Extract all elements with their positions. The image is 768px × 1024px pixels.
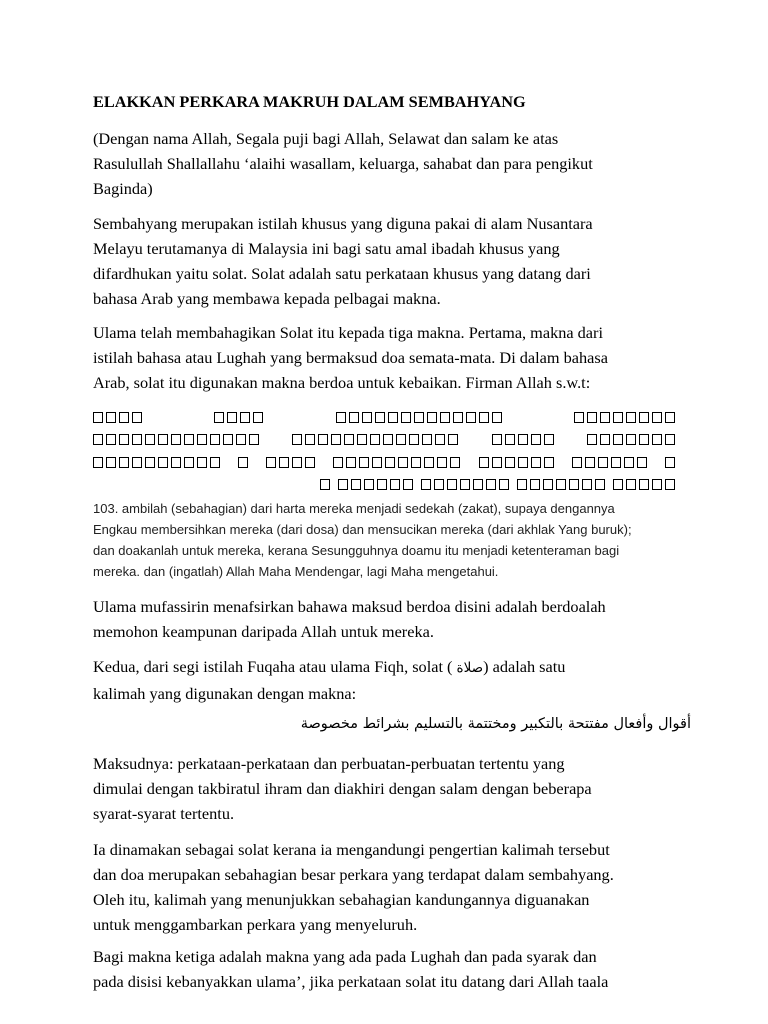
missing-glyph-box (587, 434, 597, 445)
verse-line (93, 406, 675, 429)
missing-glyph-box (652, 412, 662, 423)
missing-glyph-box (158, 434, 168, 445)
missing-glyph-box (401, 412, 411, 423)
missing-glyph-box (338, 479, 348, 490)
missing-glyph-box (106, 457, 116, 468)
missing-glyph-box (626, 434, 636, 445)
missing-glyph-box (171, 457, 181, 468)
missing-glyph-box (119, 434, 129, 445)
missing-glyph-box (223, 434, 233, 445)
missing-glyph-box (336, 412, 346, 423)
missing-glyph-box (266, 457, 276, 468)
missing-glyph-box (544, 434, 554, 445)
verse-word (292, 434, 458, 445)
missing-glyph-box (119, 412, 129, 423)
text-line: bahasa Arab yang membawa kepada pelbagai makna. (93, 289, 441, 308)
verse-line (93, 474, 675, 497)
text-line: (Dengan nama Allah, Segala puji bagi Allah, Selawat dan salam ke atas (93, 129, 559, 148)
text-line: dan doakanlah untuk mereka, kerana Sesungguhnya doamu itu menjadi ketenteraman bagi (93, 543, 620, 558)
missing-glyph-box (652, 434, 662, 445)
missing-glyph-box (460, 479, 470, 490)
missing-glyph-box (479, 457, 489, 468)
missing-glyph-box (93, 434, 103, 445)
missing-glyph-box (453, 412, 463, 423)
text-line: pada disisi kebanyakkan ulama’, jika perkataan solat itu datang dari Allah taala (93, 972, 609, 991)
missing-glyph-box (398, 457, 408, 468)
missing-glyph-box (422, 434, 432, 445)
text-line: Ia dinamakan sebagai solat kerana ia mengandungi pengertian kalimah tersebut (93, 840, 610, 859)
missing-glyph-box (624, 457, 634, 468)
missing-glyph-box (613, 479, 623, 490)
missing-glyph-box (530, 479, 540, 490)
opening-paragraph (93, 126, 675, 201)
verse-line (93, 429, 675, 452)
verse-word (266, 457, 315, 468)
missing-glyph-box (351, 479, 361, 490)
missing-glyph-box (106, 434, 116, 445)
verse-word (333, 457, 460, 468)
text-line: Melayu terutamanya di Malaysia ini bagi satu amal ibadah khusus yang (93, 239, 560, 258)
verse-word (517, 479, 605, 490)
missing-glyph-box (505, 457, 515, 468)
missing-glyph-box (611, 457, 621, 468)
verse-word (492, 434, 554, 445)
missing-glyph-box (240, 412, 250, 423)
missing-glyph-box (318, 434, 328, 445)
paragraph-sembahyang (93, 211, 675, 311)
missing-glyph-box (184, 457, 194, 468)
missing-glyph-box (106, 412, 116, 423)
missing-glyph-box (448, 434, 458, 445)
missing-glyph-box (292, 434, 302, 445)
missing-glyph-box (587, 412, 597, 423)
missing-glyph-box (227, 412, 237, 423)
missing-glyph-box (184, 434, 194, 445)
missing-glyph-box (421, 479, 431, 490)
missing-glyph-box (409, 434, 419, 445)
verse-word (214, 412, 263, 423)
missing-glyph-box (331, 434, 341, 445)
missing-glyph-box (132, 457, 142, 468)
missing-glyph-box (320, 479, 330, 490)
text-line: Arab, solat itu digunakan makna berdoa untuk kebaikan. Firman Allah s.w.t: (93, 373, 591, 392)
missing-glyph-box (492, 457, 502, 468)
paragraph-maksudnya (93, 751, 675, 826)
missing-glyph-box (292, 457, 302, 468)
missing-glyph-box (569, 479, 579, 490)
verse-line (93, 451, 675, 474)
missing-glyph-box (652, 479, 662, 490)
missing-glyph-box (253, 412, 263, 423)
missing-glyph-box (236, 434, 246, 445)
missing-glyph-box (349, 412, 359, 423)
verse-word (613, 479, 675, 490)
arabic-word-solat: صلاة (456, 660, 484, 676)
missing-glyph-box (518, 434, 528, 445)
missing-glyph-box (492, 434, 502, 445)
text-line: dan doa merupakan sebahagian besar perkara yang terdapat dalam sembahyang. (93, 865, 614, 884)
text-line: kalimah yang digunakan dengan makna: (93, 684, 357, 703)
missing-glyph-box (171, 434, 181, 445)
missing-glyph-box (531, 434, 541, 445)
verse-word (479, 457, 554, 468)
missing-glyph-box (544, 457, 554, 468)
arabic-definition: أقوال وأفعال مفتتحة بالتكبير ومختتمة بالتسليم بشرائط مخصوصة (300, 716, 691, 732)
missing-glyph-box (385, 457, 395, 468)
missing-glyph-box (214, 412, 224, 423)
missing-glyph-box (158, 457, 168, 468)
missing-glyph-box (637, 457, 647, 468)
missing-glyph-box (600, 412, 610, 423)
missing-glyph-box (249, 434, 259, 445)
verse-translation (93, 498, 675, 582)
missing-glyph-box (613, 434, 623, 445)
missing-glyph-box (665, 434, 675, 445)
missing-glyph-box (595, 479, 605, 490)
missing-glyph-box (388, 412, 398, 423)
missing-glyph-box (145, 457, 155, 468)
verse-word (320, 479, 330, 490)
missing-glyph-box (556, 479, 566, 490)
text-run: Kedua, dari segi istilah Fuqaha atau ulama Fiqh, solat ( (93, 657, 457, 676)
missing-glyph-box (344, 434, 354, 445)
verse-word (665, 457, 675, 468)
verse-word (238, 457, 248, 468)
text-line: Sembahyang merupakan istilah khusus yang diguna pakai di alam Nusantara (93, 214, 593, 233)
missing-glyph-box (598, 457, 608, 468)
text-line: Engkau membersihkan mereka (dari dosa) dan mensucikan mereka (dari akhlak Yang buruk); (93, 522, 632, 537)
quran-verse-placeholder (93, 406, 675, 496)
text-line: untuk menggambarkan perkara yang menyeluruh. (93, 915, 418, 934)
missing-glyph-box (479, 412, 489, 423)
missing-glyph-box (333, 457, 343, 468)
missing-glyph-box (499, 479, 509, 490)
text-line: difardhukan yaitu solat. Solat adalah satu perkataan khusus yang datang dari (93, 264, 591, 283)
text-line: 103. ambilah (sebahagian) dari harta mereka menjadi sedekah (zakat), supaya dengannya (93, 501, 615, 516)
missing-glyph-box (359, 457, 369, 468)
missing-glyph-box (639, 412, 649, 423)
missing-glyph-box (377, 479, 387, 490)
verse-word (572, 457, 647, 468)
missing-glyph-box (210, 457, 220, 468)
missing-glyph-box (346, 457, 356, 468)
missing-glyph-box (197, 434, 207, 445)
missing-glyph-box (486, 479, 496, 490)
missing-glyph-box (639, 434, 649, 445)
missing-glyph-box (505, 434, 515, 445)
missing-glyph-box (440, 412, 450, 423)
missing-glyph-box (665, 412, 675, 423)
document-title: ELAKKAN PERKARA MAKRUH DALAM SEMBAHYANG (93, 92, 526, 111)
missing-glyph-box (517, 479, 527, 490)
verse-word (93, 434, 259, 445)
missing-glyph-box (390, 479, 400, 490)
verse-word (336, 412, 502, 423)
text-line (93, 654, 675, 681)
missing-glyph-box (403, 479, 413, 490)
missing-glyph-box (375, 412, 385, 423)
missing-glyph-box (372, 457, 382, 468)
missing-glyph-box (238, 457, 248, 468)
text-line: syarat-syarat tertentu. (93, 804, 235, 823)
verse-word (587, 434, 675, 445)
missing-glyph-box (665, 479, 675, 490)
text-line: dimulai dengan takbiratul ihram dan diakhiri dengan salam dengan beberapa (93, 779, 592, 798)
missing-glyph-box (473, 479, 483, 490)
missing-glyph-box (305, 457, 315, 468)
missing-glyph-box (396, 434, 406, 445)
text-line: Ulama mufassirin menafsirkan bahawa maksud berdoa disini adalah berdoalah (93, 597, 606, 616)
missing-glyph-box (585, 457, 595, 468)
missing-glyph-box (132, 434, 142, 445)
missing-glyph-box (411, 457, 421, 468)
text-line: mereka. dan (ingatlah) Allah Maha Mendengar, lagi Maha mengetahui. (93, 564, 499, 579)
text-line: Rasulullah Shallallahu ‘alaihi wasallam, keluarga, sahabat dan para pengikut (93, 154, 593, 173)
missing-glyph-box (279, 457, 289, 468)
missing-glyph-box (626, 479, 636, 490)
missing-glyph-box (427, 412, 437, 423)
missing-glyph-box (434, 479, 444, 490)
missing-glyph-box (357, 434, 367, 445)
missing-glyph-box (518, 457, 528, 468)
missing-glyph-box (197, 457, 207, 468)
missing-glyph-box (447, 479, 457, 490)
missing-glyph-box (424, 457, 434, 468)
missing-glyph-box (574, 412, 584, 423)
missing-glyph-box (362, 412, 372, 423)
verse-word (338, 479, 413, 490)
missing-glyph-box (119, 457, 129, 468)
missing-glyph-box (93, 457, 103, 468)
missing-glyph-box (450, 457, 460, 468)
missing-glyph-box (93, 412, 103, 423)
missing-glyph-box (492, 412, 502, 423)
missing-glyph-box (435, 434, 445, 445)
missing-glyph-box (639, 479, 649, 490)
missing-glyph-box (132, 412, 142, 423)
text-line: Ulama telah membahagikan Solat itu kepada tiga makna. Pertama, makna dari (93, 323, 603, 342)
paragraph-third-meaning (93, 944, 675, 994)
missing-glyph-box (305, 434, 315, 445)
verse-word (574, 412, 675, 423)
missing-glyph-box (210, 434, 220, 445)
paragraph-first-meaning (93, 320, 675, 395)
missing-glyph-box (582, 479, 592, 490)
missing-glyph-box (370, 434, 380, 445)
missing-glyph-box (383, 434, 393, 445)
text-line: memohon keampunan daripada Allah untuk mereka. (93, 622, 434, 641)
missing-glyph-box (600, 434, 610, 445)
text-line: Baginda) (93, 179, 153, 198)
verse-word (93, 412, 142, 423)
missing-glyph-box (414, 412, 424, 423)
missing-glyph-box (543, 479, 553, 490)
paragraph-second-meaning (93, 654, 675, 706)
missing-glyph-box (364, 479, 374, 490)
missing-glyph-box (145, 434, 155, 445)
text-line: Oleh itu, kalimah yang menunjukkan sebahagian kandungannya diguanakan (93, 890, 590, 909)
missing-glyph-box (437, 457, 447, 468)
verse-word (421, 479, 509, 490)
text-line: Bagi makna ketiga adalah makna yang ada pada Lughah dan pada syarak dan (93, 947, 597, 966)
missing-glyph-box (626, 412, 636, 423)
missing-glyph-box (466, 412, 476, 423)
missing-glyph-box (531, 457, 541, 468)
paragraph-naming (93, 837, 675, 937)
missing-glyph-box (613, 412, 623, 423)
paragraph-mufassirin (93, 594, 675, 644)
text-run: ) adalah satu (483, 657, 566, 676)
verse-word (93, 457, 220, 468)
text-line: Maksudnya: perkataan-perkataan dan perbuatan-perbuatan tertentu yang (93, 754, 565, 773)
missing-glyph-box (665, 457, 675, 468)
text-line: istilah bahasa atau Lughah yang bermaksud doa semata-mata. Di dalam bahasa (93, 348, 608, 367)
missing-glyph-box (572, 457, 582, 468)
